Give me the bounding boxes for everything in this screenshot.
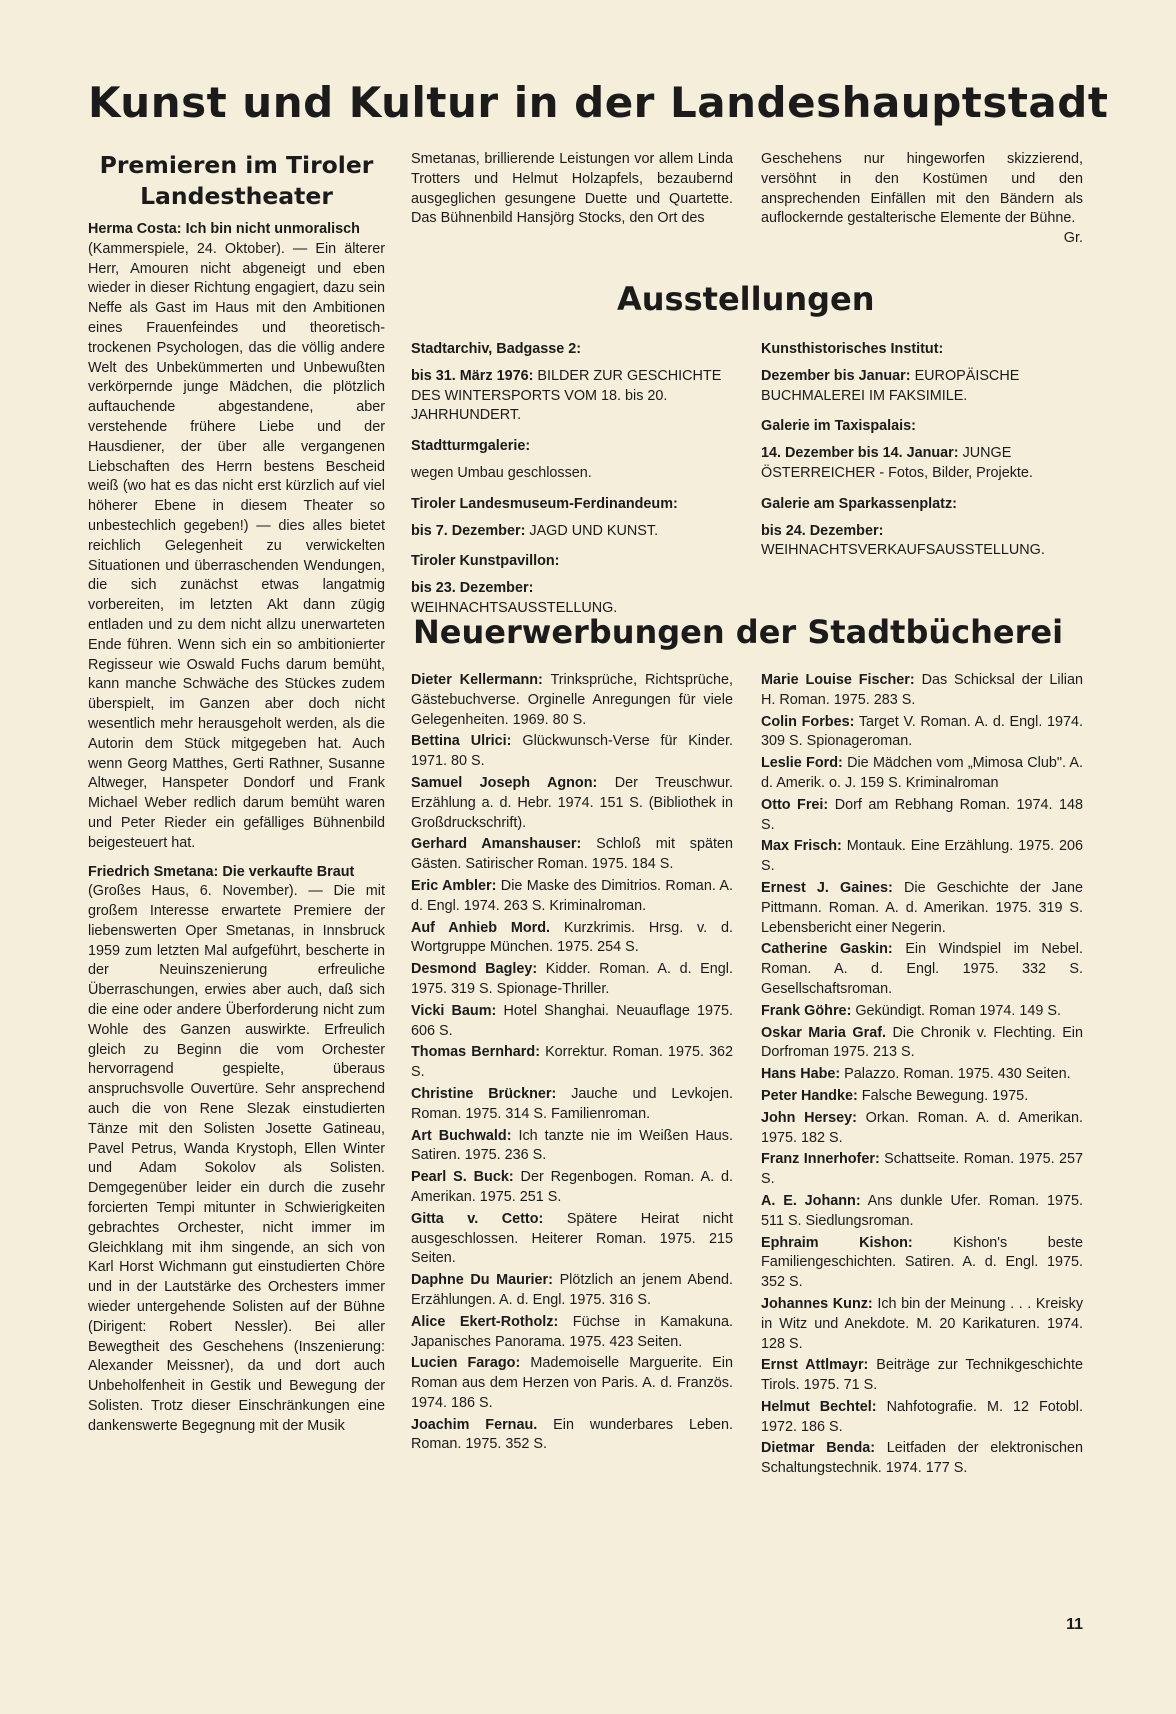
book-details: Korrektur. Roman. 1975. 362 S. xyxy=(411,1044,734,1081)
book-details: Kidder. Roman. A. d. Engl. 1975. 319 S. Spionage-Thriller. xyxy=(411,961,733,997)
book-details: Plötzlich an jenem Abend. Erzählungen. A. d. Engl. 1975. 316 S. xyxy=(411,1272,733,1308)
book-author: Desmond Bagley: xyxy=(411,961,538,978)
exhibition-venue: Tiroler Kunstpavillon: xyxy=(411,553,560,570)
book-entry xyxy=(761,1065,1083,1085)
exhibition-entry xyxy=(411,464,733,484)
book-details: Orkan. Roman. A. d. Amerikan. 1975. 182 S. xyxy=(761,1109,1084,1146)
exhibition-venue: Galerie am Sparkassenplatz: xyxy=(761,495,957,512)
book-details: Kurzkrimis. Hrsg. v. d. Wortgruppe München. 1975. 254 S. xyxy=(411,919,733,956)
book-author: Helmut Bechtel: xyxy=(761,1398,877,1415)
book-details: Füchse in Kamakuna. Japanisches Panorama. 1975. 423 Seiten. xyxy=(411,1313,734,1350)
book-details: Spätere Heirat nicht ausgeschlossen. Heiterer Roman. 1975. 215 Seiten. xyxy=(411,1210,734,1267)
book-author: Marie Louise Fischer: xyxy=(761,672,915,688)
exhibition-venue: Stadtarchiv, Badgasse 2: xyxy=(411,341,582,357)
book-details: Kishon's beste Familiengeschichten. Satiren. A. d. Engl. 1975. 352 S. xyxy=(761,1234,1083,1291)
exhibition-entry xyxy=(761,367,1083,407)
book-author: A. E. Johann: xyxy=(761,1192,861,1209)
book-entry xyxy=(761,754,1083,794)
book-entry xyxy=(761,1356,1083,1396)
exhibitions-right xyxy=(761,340,1083,572)
book-entry xyxy=(761,796,1083,836)
book-author: Gitta v. Cetto: xyxy=(411,1210,544,1227)
book-details: Dorf am Rebhang Roman. 1974. 148 S. xyxy=(761,796,1083,833)
book-entry xyxy=(761,1234,1083,1293)
book-details: Gekündigt. Roman 1974. 149 S. xyxy=(855,1002,1061,1019)
book-entry xyxy=(761,940,1083,999)
exhibition-title: JUNGE ÖSTERREICHER - Fotos, Bilder, Projekte. xyxy=(761,445,1033,481)
review-text: Geschehens nur hingeworfen skizzierend, versöhnt in den Kostümen und den ansprechenden Einfällen mit den Bändern als auflockernde gestalterische Elemente der Bühne. xyxy=(761,151,1083,227)
exhibition-entry xyxy=(411,522,733,542)
page-number: 11 xyxy=(1066,1616,1083,1633)
book-entry xyxy=(411,919,733,959)
book-details: Die Mädchen vom „Mimosa Club". A. d. Amerik. o. J. 159 S. Kriminalroman xyxy=(761,755,1084,791)
book-details: Schloß mit späten Gästen. Satirischer Roman. 1975. 184 S. xyxy=(411,836,733,873)
book-details: Ich bin der Meinung . . . Kreisky in Witz und Anekdote. M. 20 Karikaturen. 1974. 128 S. xyxy=(761,1295,1084,1352)
book-entry xyxy=(411,671,733,730)
book-details: Hotel Shanghai. Neuauflage 1975. 606 S. xyxy=(411,1002,734,1039)
theater-column xyxy=(88,150,385,1446)
book-author: Peter Handke: xyxy=(761,1087,858,1104)
book-author: Colin Forbes: xyxy=(761,713,855,730)
exhibition-venue: Kunsthistorisches Institut: xyxy=(761,341,944,357)
book-entry xyxy=(411,1354,733,1413)
exhibition-date: bis 31. März 1976: xyxy=(411,367,534,384)
book-details: Die Maske des Dimitrios. Roman. A. d. Engl. 1974. 263 S. Kriminalroman. xyxy=(411,877,733,914)
book-author: Catherine Gaskin: xyxy=(761,941,893,958)
book-details: Schattseite. Roman. 1975. 257 S. xyxy=(761,1151,1083,1188)
book-details: Mademoiselle Marguerite. Ein Roman aus dem Herzen von Paris. A. d. Französ. 1974. 186 S. xyxy=(411,1355,733,1411)
review-continuation-mid xyxy=(411,150,733,229)
review-body: (Großes Haus, 6. November). — Die mit großem Interesse erwartete Premiere der liebenswerten Oper Smetanas, in Innsbruck 1959 zum letzten Mal aufgeführt, bescherte in der Neuinszenierung erfreuliche Überraschungen, erwies aber auch, daß sich die eine oder andere Überforderung nicht zum Wohle des Ganzen auswirkte. Erfreulich gleich zu Beginn die vom Orchester hervorragend gespielte, überaus anspruchsvolle Ouvertüre. Sehr ansprechend auch die von Rene Slezak einstudierten Tänze mit den Solisten Josette Gatineau, Pavel Petrus, Wanda Krystoph, Ellen Winter und Adam Sokolov als Solisten. Demgegenüber leider ein durch die zusehr forcierten Tempi mitunter in Schwierigkeiten gebrachtes Orchester, nicht immer im Gleichklang mit ihm singende, an sich von Karl Horst Wichmann gut einstudierten Chöre und in der Lautstärke des Orchesters immer wieder untergehende Solisten auf der Bühne (Dirigent: Robert Nessler). Bei aller Bewegtheit des Geschehens (Inszenierung: Alexander Meissner), da und dort auch Unbeholfenheit in Gestik und Bewegung der Solisten. Trotz dieser Einschränkungen eine dankenswerte Begegnung mit der Musik xyxy=(88,883,385,1434)
book-author: Joachim Fernau. xyxy=(411,1416,538,1433)
book-details: Ein wunderbares Leben. Roman. 1975. 352 S. xyxy=(411,1416,733,1453)
book-author: Ernest J. Gaines: xyxy=(761,879,893,896)
exhibition-title: BILDER ZUR GESCHICHTE DES WINTERSPORTS VOM 18. bis 20. JAHRHUNDERT. xyxy=(411,367,722,424)
exhibition-venue: Tiroler Landesmuseum-Ferdinandeum: xyxy=(411,495,678,512)
review-headline: Friedrich Smetana: Die verkaufte Braut xyxy=(88,863,355,880)
book-entry xyxy=(761,671,1083,711)
book-entry xyxy=(761,1024,1083,1064)
book-details: Nahfotografie. M. 12 Fotobl. 1972. 186 S. xyxy=(761,1398,1083,1435)
book-details: Jauche und Levkojen. Roman. 1975. 314 S. Familienroman. xyxy=(411,1085,734,1122)
book-author: Art Buchwald: xyxy=(411,1127,512,1144)
exhibitions-heading: Ausstellungen xyxy=(617,280,875,318)
exhibition-date: 14. Dezember bis 14. Januar: xyxy=(761,445,959,462)
exhibition-title: WEIHNACHTSVERKAUFSAUSSTELLUNG. xyxy=(761,542,1045,559)
book-entry xyxy=(411,1002,733,1042)
book-entry xyxy=(761,1150,1083,1190)
book-author: Ephraim Kishon: xyxy=(761,1234,913,1251)
book-author: Hans Habe: xyxy=(761,1066,841,1083)
exhibitions-left xyxy=(411,340,733,630)
exhibition-date: bis 24. Dezember: xyxy=(761,522,884,539)
book-details: Trinksprüche, Richtsprüche, Gästebuchverse. Orginelle Anregungen für viele Gelegenheiten. 1969. 80 S. xyxy=(411,672,733,728)
exhibition-entry xyxy=(761,522,1083,562)
book-entry xyxy=(411,1043,733,1083)
book-details: Die Geschichte der Jane Pittmann. Roman. A. d. Amerikan. 1975. 319 S. Lebensbericht einer Negerin. xyxy=(761,879,1083,936)
book-entry xyxy=(761,1002,1083,1022)
book-details: Palazzo. Roman. 1975. 430 Seiten. xyxy=(844,1066,1071,1083)
book-author: Thomas Bernhard: xyxy=(411,1044,540,1061)
book-author: Samuel Joseph Agnon: xyxy=(411,774,598,791)
book-entry xyxy=(411,774,733,833)
book-details: Falsche Bewegung. 1975. xyxy=(861,1087,1029,1104)
book-author: Max Frisch: xyxy=(761,838,842,855)
page-title: Kunst und Kultur in der Landeshauptstadt xyxy=(88,78,1109,127)
review-body: (Kammerspiele, 24. Oktober). — Ein älterer Herr, Amouren nicht abgeneigt und eben wieder in dieser Richtung engagiert, dazu sein Neffe als Gast im Haus mit den Ambitionen eines Frauenfeindes und theoretisch-trockenen Psychologen, das die völlig andere Welt des Unbekümmerten und Unbewußten verkörpernde junge Mädchen, die plötzlich auftauchende abgestandene, aber verstehende frühere Liebe und der Hausdiener, der über alle vergangenen Liebschaften des Herrn bestens Bescheid weiß (wo hat es das nicht erst kürzlich auf viel höherer Ebene in diesem Theater so unbestechlich gegeben!) — dies alles bietet reichlich Gelegenheit zu verwickelten Situationen und überraschenden Wendungen, die sich zunächst etwas langatmig vorbereiten, im letzten Akt dann zügig entladen und zu dem nicht allzu unerwarteten Ende führen. Wenn sich ein so ambitionierter Regisseur wie Oswald Fuchs darum bemüht, kann manche Schwäche des Stückes zudem überspielt, im Ganzen aber doch nicht wesentlich mehr herausgeholt werden, als die Autorin dem Stück mitgegeben hat. Auch wenn Georg Matthes, Gerti Rathner, Susanne Altweger, Hanspeter Dondorf und Frank Michael Weber redlich darum bemüht waren und Peter Rieder ein gefälliges Bühnenbild beigesteuert hat. xyxy=(88,240,385,851)
book-author: Eric Ambler: xyxy=(411,877,497,894)
book-author: John Hersey: xyxy=(761,1109,857,1126)
library-right xyxy=(761,671,1083,1481)
review-signature: Gr. xyxy=(1063,230,1083,247)
book-entry xyxy=(411,1127,733,1167)
review-herma-costa xyxy=(88,220,385,854)
exhibition-venue: Stadtturmgalerie: xyxy=(411,438,531,455)
book-entry xyxy=(411,960,733,1000)
book-details: Ich tanzte nie im Weißen Haus. Satiren. 1975. 236 S. xyxy=(411,1127,733,1164)
book-entry xyxy=(411,1313,733,1353)
book-author: Dietmar Benda: xyxy=(761,1440,876,1457)
exhibition-date: bis 23. Dezember: xyxy=(411,580,534,597)
book-details: Glückwunsch-Verse für Kinder. 1971. 80 S. xyxy=(411,733,734,770)
book-entry xyxy=(761,1192,1083,1232)
book-author: Alice Ekert-Rotholz: xyxy=(411,1313,559,1330)
book-entry xyxy=(761,837,1083,877)
book-author: Ernst Attlmayr: xyxy=(761,1357,869,1374)
exhibition-date: Dezember bis Januar: xyxy=(761,367,911,384)
book-author: Vicki Baum: xyxy=(411,1002,497,1019)
book-entry xyxy=(761,1295,1083,1354)
exhibition-entry xyxy=(761,444,1083,484)
exhibition-title: JAGD UND KUNST. xyxy=(529,522,659,539)
book-details: Leitfaden der elektronischen Schaltungstechnik. 1974. 177 S. xyxy=(761,1440,1084,1477)
book-author: Franz Innerhofer: xyxy=(761,1151,880,1168)
library-left xyxy=(411,671,733,1457)
book-author: Dieter Kellermann: xyxy=(411,672,543,688)
book-details: Ein Windspiel im Nebel. Roman. A. d. Engl. 1975. 332 S. Gesellschaftsroman. xyxy=(761,941,1083,997)
book-entry xyxy=(761,1087,1083,1107)
book-details: Die Chronik v. Flechting. Ein Dorfroman 1975. 213 S. xyxy=(761,1024,1084,1061)
book-details: Ans dunkle Ufer. Roman. 1975. 511 S. Siedlungsroman. xyxy=(761,1192,1083,1229)
book-entry xyxy=(411,1168,733,1208)
book-entry xyxy=(411,1416,733,1456)
library-heading: Neuerwerbungen der Stadtbücherei xyxy=(413,613,1064,651)
book-details: Target V. Roman. A. d. Engl. 1974. 309 S. Spionageroman. xyxy=(761,713,1084,750)
review-continuation-right xyxy=(761,150,1083,249)
book-author: Oskar Maria Graf. xyxy=(761,1024,886,1041)
book-author: Daphne Du Maurier: xyxy=(411,1272,553,1289)
book-author: Bettina Ulrici: xyxy=(411,733,512,750)
book-details: Montauk. Eine Erzählung. 1975. 206 S. xyxy=(761,838,1083,875)
book-details: Der Regenbogen. Roman. A. d. Amerikan. 1975. 251 S. xyxy=(411,1169,734,1205)
book-entry xyxy=(411,835,733,875)
book-author: Otto Frei: xyxy=(761,796,829,813)
exhibition-title: WEIHNACHTSAUSSTELLUNG. xyxy=(411,599,618,616)
book-author: Auf Anhieb Mord. xyxy=(411,919,551,936)
book-author: Johannes Kunz: xyxy=(761,1295,873,1312)
book-entry xyxy=(761,713,1083,753)
book-author: Gerhard Amanshauser: xyxy=(411,836,582,853)
book-entry xyxy=(761,879,1083,938)
book-author: Lucien Farago: xyxy=(411,1355,521,1372)
exhibition-title: wegen Umbau geschlossen. xyxy=(411,464,592,481)
review-text: Smetanas, brillierende Leistungen vor allem Linda Trotters und Helmut Holzapfels, bezaubernd ausgeglichen gesungene Duette und Quartette. Das Bühnenbild Hansjörg Stocks, den Ort des xyxy=(411,151,733,227)
book-author: Frank Göhre: xyxy=(761,1002,852,1019)
exhibition-date: bis 7. Dezember: xyxy=(411,522,526,539)
exhibition-title: EUROPÄISCHE BUCHMALEREI IM FAKSIMILE. xyxy=(761,367,1020,404)
book-author: Christine Brückner: xyxy=(411,1085,557,1102)
book-entry xyxy=(761,1398,1083,1438)
book-entry xyxy=(411,1271,733,1311)
book-author: Leslie Ford: xyxy=(761,755,843,772)
book-details: Beiträge zur Technikgeschichte Tirols. 1975. 71 S. xyxy=(761,1357,1084,1394)
theater-heading: Premieren im Tiroler Landestheater xyxy=(99,151,374,210)
book-entry xyxy=(761,1109,1083,1149)
book-details: Der Treuschwur. Erzählung a. d. Hebr. 1974. 151 S. (Bibliothek in Großdruckschrift). xyxy=(411,774,733,831)
book-entry xyxy=(411,877,733,917)
review-smetana xyxy=(88,863,385,1437)
book-details: Das Schicksal der Lilian H. Roman. 1975. 283 S. xyxy=(761,672,1083,708)
review-headline: Herma Costa: Ich bin nicht unmoralisch xyxy=(88,221,360,237)
book-entry xyxy=(411,1210,733,1269)
book-entry xyxy=(761,1439,1083,1479)
book-entry xyxy=(411,732,733,772)
exhibition-entry xyxy=(411,367,733,426)
exhibition-venue: Galerie im Taxispalais: xyxy=(761,418,916,435)
book-entry xyxy=(411,1085,733,1125)
book-author: Pearl S. Buck: xyxy=(411,1169,514,1186)
